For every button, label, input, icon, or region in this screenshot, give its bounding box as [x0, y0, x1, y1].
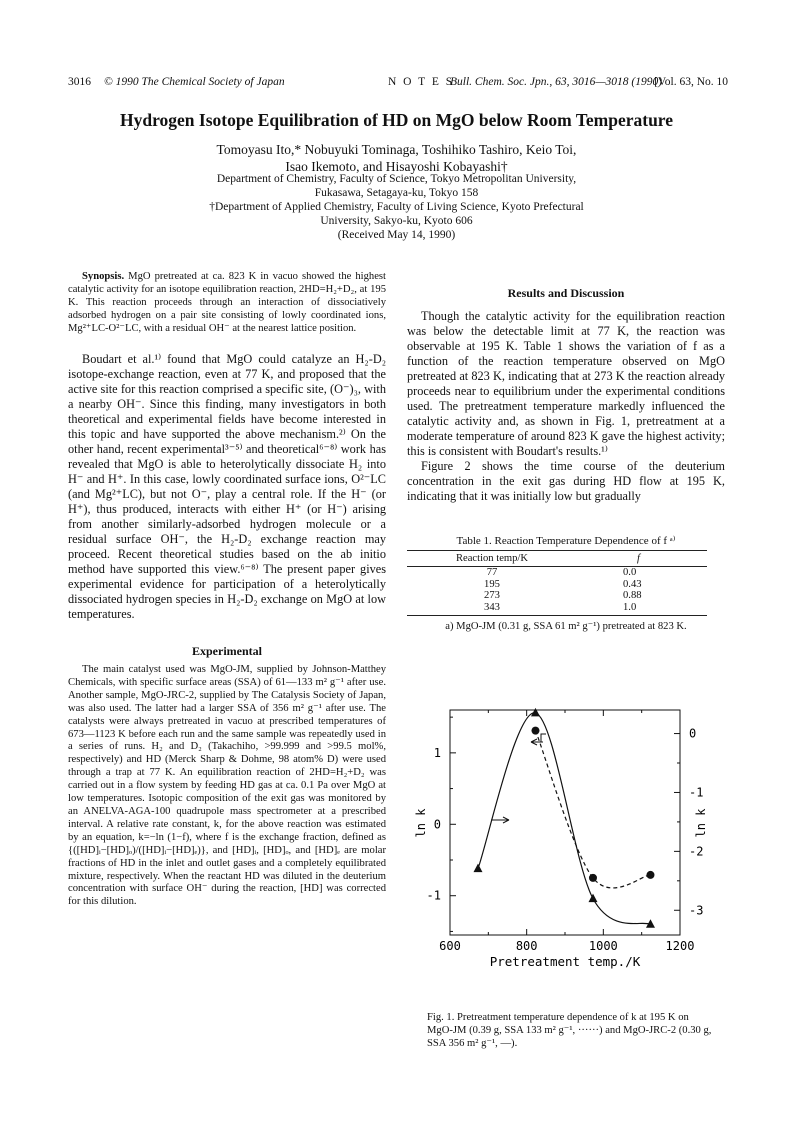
data-table — [407, 550, 707, 616]
circle-data-point — [531, 727, 539, 735]
table-footnote: a) MgO-JM (0.31 g, SSA 61 m² g⁻¹) pretreated at 823 K. — [445, 621, 687, 632]
table-row — [407, 567, 707, 579]
section-heading-results: Results and Discussion — [507, 286, 625, 300]
circle-data-point — [646, 871, 654, 879]
y-tick-label-left: 0 — [433, 817, 441, 832]
triangle-data-point — [588, 894, 597, 903]
notes-label: N O T E S — [388, 76, 455, 88]
table-header-f: f — [577, 551, 707, 567]
table-cell-f: 0.43 — [623, 578, 642, 590]
figure-caption: Fig. 1. Pretreatment temperature dependence of k at 195 K on MgO-JM (0.39 g, SSA 133 m² g⁻¹, ······) and MgO-JRC-2 (0.30 g, SSA 356 m² g⁻¹, —). — [427, 1012, 712, 1049]
table-cell-f: 0.88 — [623, 590, 642, 601]
table-row — [407, 579, 707, 591]
synopsis — [68, 270, 386, 335]
y-tick-label-left: 1 — [433, 745, 441, 760]
synopsis-text: MgO pretreated at ca. 823 K in vacuo showed the highest catalytic activity for an isotope equilibration reaction, 2HD=H₂+D₂, at 195 K. This reaction proceeds through an interaction of dissociatively adsorbed hydrogen on a pair site consisting of lowly coordinated ions, Mg²⁺LC-O²⁻LC, with a residual OH⁻ at the nearest lattice position. — [68, 271, 386, 334]
received-date: (Received May 14, 1990) — [337, 229, 456, 241]
y-tick-label-right: -2 — [689, 844, 704, 859]
x-tick-label: 600 — [439, 939, 461, 953]
table-cell-f: 1.0 — [577, 602, 707, 616]
y-tick-label-left: -1 — [426, 888, 441, 903]
y-axis-label-left: ln k — [415, 808, 428, 838]
y-tick-label-right: -3 — [689, 903, 704, 918]
circle-data-point — [589, 874, 597, 882]
journal-citation: Bull. Chem. Soc. Jpn., 63, 3016—3018 (1990) — [450, 76, 663, 88]
series-line-mgo-jrc-2 — [478, 713, 651, 925]
author-list — [0, 141, 793, 175]
affiliation-line: University, Sakyo-ku, Kyoto 606 — [320, 215, 473, 227]
page-number: 3016 — [68, 76, 91, 88]
triangle-data-point — [473, 864, 482, 873]
author-line-2: Isao Ikemoto, and Hisayoshi Kobayashi† — [285, 159, 508, 174]
left-column — [68, 270, 386, 909]
table-cell-temp: 195 — [484, 578, 500, 590]
right-column — [407, 286, 725, 632]
section-heading-experimental: Experimental — [192, 644, 262, 658]
y-axis-label-right: ln k — [694, 808, 708, 838]
table-cell-temp: 273 — [484, 590, 500, 601]
right-arrow-icon — [491, 817, 509, 823]
results-paragraph-2: Figure 2 shows the time course of the deuterium concentration in the exit gas during HD flow at 195 K, indicating that it was initially low but gradually — [407, 459, 725, 503]
x-axis-label: Pretreatment temp./K — [489, 954, 641, 969]
axis-bracket-mark — [541, 734, 546, 742]
table-cell-f: 0.0 — [623, 567, 637, 578]
table-1 — [407, 534, 725, 632]
table-header-temp: Reaction temp/K — [407, 551, 577, 567]
series-line-mgo-jm — [536, 731, 651, 888]
plot-frame — [450, 710, 680, 935]
figure-1-chart — [415, 698, 715, 998]
intro-paragraph: Boudart et al.¹⁾ found that MgO could catalyze an H₂-D₂ isotope-exchange reaction, even at 77 K, and proposed that the active site for this reaction comprised a specific site, (O⁻)₃, with a nearby OH⁻. Since this finding, many investigators in both theoretical and experimental fields have become interested in this topic and have supported the above mechanism.²⁾ On the other hand, recent experimental³⁻⁵⁾ and theoretical⁶⁻⁸⁾ work has revealed that MgO is able to heterolytically dissociate H₂ into H⁻ and H⁺. In this case, lowly coordinated surface ions, O²⁻LC (and Mg²⁺LC), but not O⁻, play a central role. If the H⁻ (or H⁺), thus produced, interacts with either H⁺ (or H⁻) arising from another similarly-adsorbed hydrogen molecule or a residual surface OH⁻, the H₂-D₂ exchange reaction may proceed. Recent theoretical studies based on the ab initio method have supported this view.⁶⁻⁸⁾ The present paper gives experimental evidence for participation of a heterolytically dissociated hydrogen species in H₂-D₂ exchange on MgO at low temperatures. — [68, 352, 386, 621]
table-caption: Table 1. Reaction Temperature Dependence of f ᵃ⁾ — [456, 535, 676, 547]
y-tick-label-right: -1 — [689, 785, 704, 800]
experimental-paragraph: The main catalyst used was MgO-JM, supplied by Johnson-Matthey Chemicals, with specific surface areas (SSA) of 61—133 m² g⁻¹ after use. Another sample, MgO-JRC-2, supplied by The Catalysis Society of Japan, was also used. The latter had a larger SSA of 356 m² g⁻¹ after use. The catalysts were always pretreated in vacuo at prescribed temperatures of 673—1123 K before each run and the same sample was repeatedly used in a series of runs. H₂ and D₂ (Takachiho, >99.999 and >99.5 mol%, respectively) and HD (Merck Sharp & Dohme, 98 atom% D) were used through a trap at 77 K. An equilibration reaction of 2HD=H₂+D₂ was carried out in a flow system by feeding HD gas at ca. 0.1 Pa over MgO at low temperatures. Isotopic composition of the exit gas was monitored by an ANELVA-AGA-100 quadrupole mass spectrometer at a prescribed interval. A relative rate constant, k, for the above reaction was estimated by an equation, k=−ln (1−f), where f is the exchange fraction, defined as {([HD]ᵢ−[HD]ₒ)/([HD]ᵢ−[HD]ₑ)}, and [HD]ᵢ, [HD]ₒ, and [HD]ₑ are molar fractions of HD in the inlet and outlet gases and a completely equilibrated mixture, respectively. When the reactant HD was diluted in the deuterium concentration with surface OH⁻ during the reaction, [HD] was corrected for this dilution. — [68, 664, 386, 908]
affiliation-line: Fukasawa, Setagaya-ku, Tokyo 158 — [314, 187, 479, 199]
y-tick-label-right: 0 — [689, 726, 697, 741]
article-title: Hydrogen Isotope Equilibration of HD on MgO below Room Temperature — [119, 110, 674, 130]
table-row — [407, 602, 707, 616]
volume-label: [Vol. 63, No. 10 — [654, 76, 728, 88]
author-line-1: Tomoyasu Ito,* Nobuyuki Tominaga, Toshihiko Tashiro, Keio Toi, — [216, 142, 577, 157]
affiliation-line: Department of Chemistry, Faculty of Science, Tokyo Metropolitan University, — [216, 173, 577, 185]
table-row — [407, 590, 707, 602]
x-tick-label: 1000 — [588, 939, 618, 953]
table-cell-temp: 77 — [486, 567, 498, 578]
copyright: © 1990 The Chemical Society of Japan — [104, 76, 285, 88]
synopsis-label: Synopsis. — [82, 271, 125, 282]
x-tick-label: 1200 — [665, 939, 695, 953]
x-tick-label: 800 — [515, 939, 538, 953]
results-paragraph-1: Though the catalytic activity for the equilibration reaction was below the detectable limit at 77 K, the reaction was observable at 195 K. Table 1 shows the variation of f as a function of the reaction temperature observed on MgO pretreated at 823 K, indicating that at 273 K the reaction already proceeds near to equilibrium under the experimental conditions used. The pretreatment temperature markedly influenced the catalytic activity and, as shown in Fig. 1, pretreatment at a moderate temperature of around 823 K gave the highest activity; this is consistent with Boudart's results.¹⁾ — [407, 309, 725, 458]
table-cell-temp: 343 — [407, 602, 577, 616]
affiliations — [0, 172, 793, 242]
triangle-data-point — [531, 708, 540, 717]
affiliation-line: †Department of Applied Chemistry, Faculty of Living Science, Kyoto Prefectural — [209, 201, 584, 213]
figure-1 — [415, 698, 715, 998]
